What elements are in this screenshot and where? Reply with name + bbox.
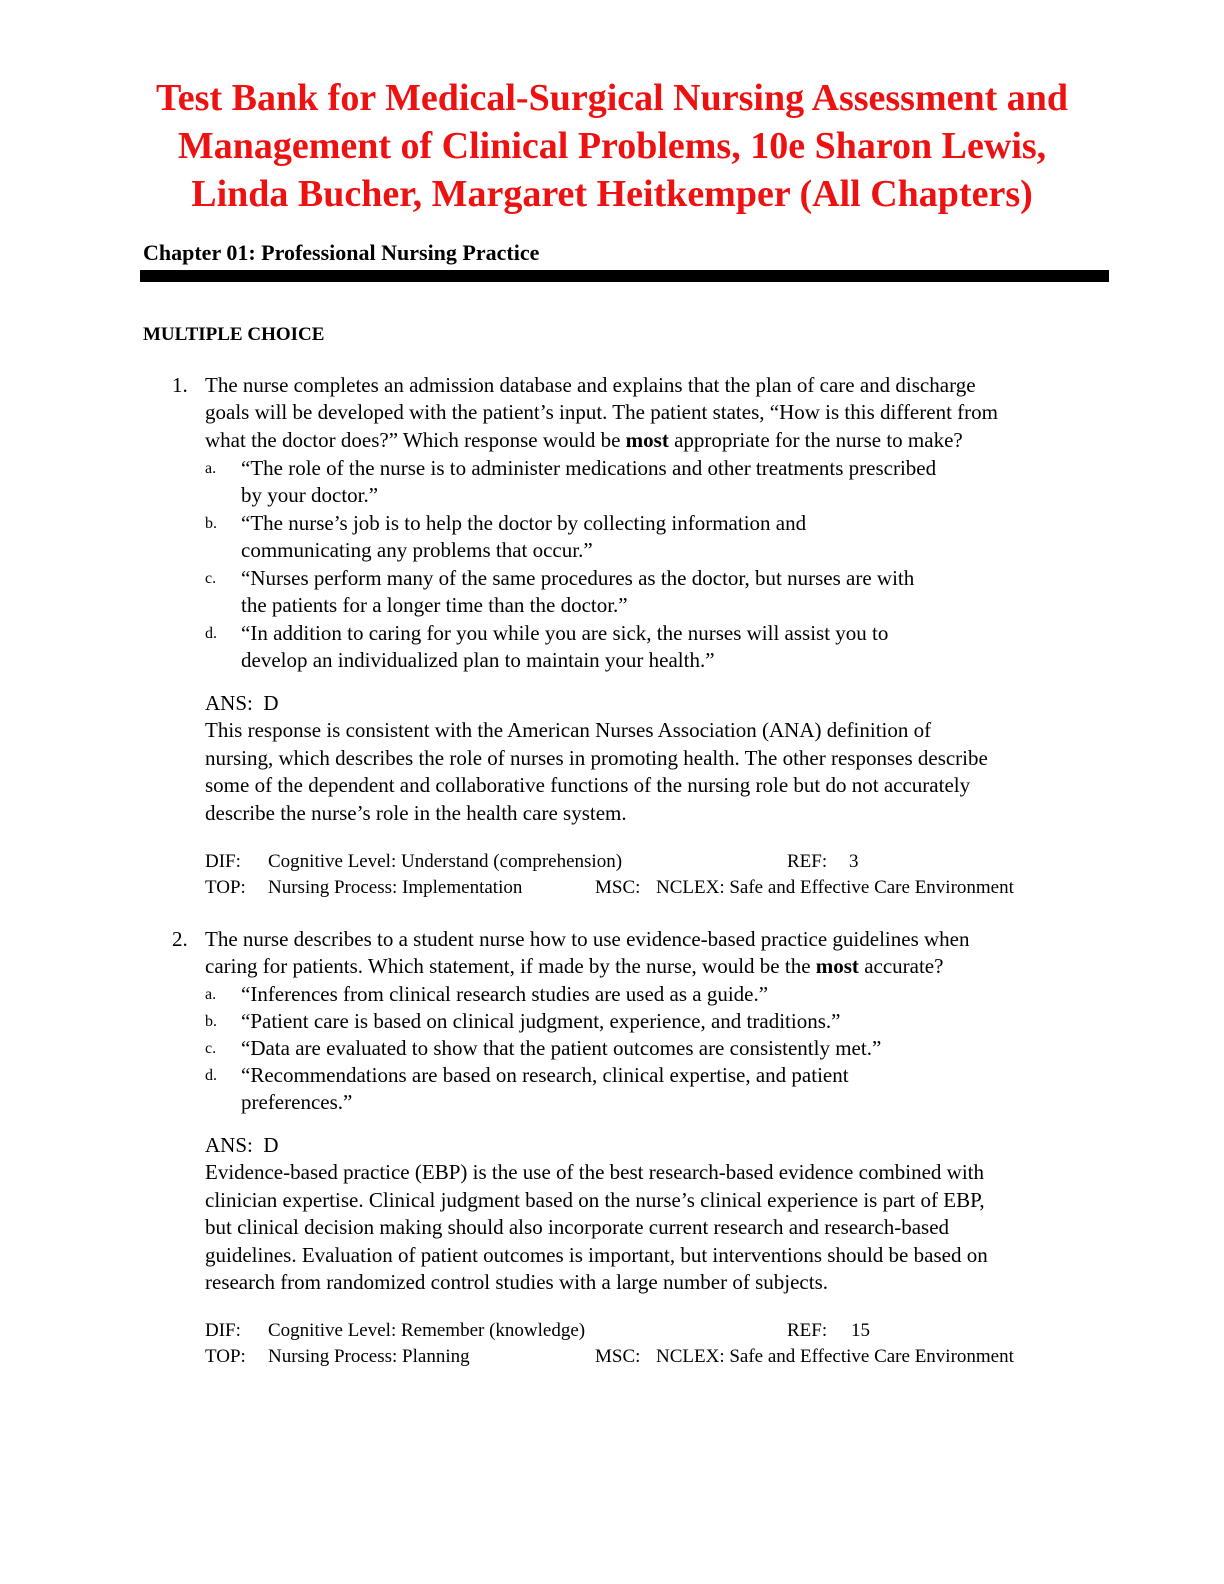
option-line: “Patient care is based on clinical judgment, experience, and traditions.” [241,1009,841,1033]
option-text [241,1008,1061,1035]
stem-line [205,953,1110,980]
answer-label: ANS: [205,1133,253,1157]
top-label: TOP: [205,1346,246,1367]
option-letter: a. [205,986,217,1003]
title-line: Linda Bucher, Margaret Heitkemper (All Chapters) [191,173,1033,215]
msc-value: NCLEX: Safe and Effective Care Environment [656,877,1014,898]
answer-value: D [263,1133,279,1157]
answer-line [205,1132,1110,1159]
option-text [241,1035,1061,1062]
rationale-line: clinician expertise. Clinical judgment based on the nurse’s clinical experience is part of EBP, [205,1187,985,1212]
option-letter: b. [205,515,217,532]
rationale-line: describe the nurse’s role in the health care system. [205,800,627,825]
option-text [241,1062,1061,1117]
msc-label: MSC: [595,1346,641,1367]
title-line: Management of Clinical Problems, 10e Sharon Lewis, [177,125,1047,167]
rationale-line: research from randomized control studies with a large number of subjects. [205,1270,828,1295]
stem-text: caring for patients. Which statement, if made by the nurse, would be the [205,954,816,979]
dif-label: DIF: [205,1320,241,1341]
rationale-line: nursing, which describes the role of nurses in promoting health. The other responses describe [205,745,988,770]
stem-line: The nurse completes an admission database and explains that the plan of care and discharge [205,373,976,397]
option-letter: c. [205,570,217,587]
option-line: develop an individualized plan to maintain your health.” [241,648,715,673]
option-line: “Recommendations are based on research, clinical expertise, and patient [241,1063,849,1087]
top-label: TOP: [205,877,246,898]
answer-block [205,1132,1110,1296]
question-stem [205,372,1110,454]
ref-label: REF: [787,1320,828,1341]
option-text [241,981,1061,1008]
dif-label: DIF: [205,851,241,872]
rationale-line: Evidence-based practice (EBP) is the use of the best research-based evidence combined with [205,1160,985,1185]
stem-text: appropriate for the nurse to make? [668,427,963,452]
answer-line [205,690,1110,717]
stem-line: goals will be developed with the patient’s input. The patient states, “How is this different from [205,400,998,425]
option-letter: d. [205,625,217,642]
stem-text: what the doctor does?” Which response would be [205,427,626,452]
dif-value: Cognitive Level: Understand (comprehension) [268,851,623,872]
question-number: 1. [172,373,188,397]
title-line: Test Bank for Medical-Surgical Nursing Assessment and [155,77,1069,119]
option-letter: d. [205,1067,217,1084]
top-value: Nursing Process: Planning [268,1346,470,1367]
ref-value: 3 [849,851,859,872]
option-letter: b. [205,1013,217,1030]
answer-label: ANS: [205,691,253,715]
question-number: 2. [172,927,188,951]
stem-emphasis: most [625,427,669,452]
option-line: the patients for a longer time than the doctor.” [241,593,628,618]
option-line: “The role of the nurse is to administer medications and other treatments prescribed [241,456,937,480]
ref-label: REF: [787,851,828,872]
ref-value: 15 [851,1320,870,1341]
msc-value: NCLEX: Safe and Effective Care Environment [656,1346,1014,1367]
option-line: “Data are evaluated to show that the patient outcomes are consistently met.” [241,1036,882,1060]
stem-emphasis: most [815,954,859,979]
option-text [241,510,1061,565]
section-heading: MULTIPLE CHOICE [143,324,325,345]
option-line: by your doctor.” [241,483,379,508]
chapter-divider [140,270,1109,282]
rationale-line: but clinical decision making should also incorporate current research and research-based [205,1215,950,1240]
option-line: communicating any problems that occur.” [241,538,593,563]
answer-value: D [263,691,279,715]
stem-text: accurate? [858,954,944,979]
rationale-line: some of the dependent and collaborative functions of the nursing role but do not accurately [205,773,971,798]
option-line: “In addition to caring for you while you are sick, the nurses will assist you to [241,621,889,645]
option-line: preferences.” [241,1090,353,1115]
option-text [241,620,1061,675]
option-line: “Inferences from clinical research studies are used as a guide.” [241,982,769,1006]
stem-line [205,427,1110,454]
chapter-heading: Chapter 01: Professional Nursing Practice [143,240,540,265]
rationale-line: This response is consistent with the American Nurses Association (ANA) definition of [205,718,932,743]
dif-value: Cognitive Level: Remember (knowledge) [268,1320,586,1341]
question-stem [205,926,1110,981]
option-text [241,455,1061,510]
option-line: “The nurse’s job is to help the doctor by collecting information and [241,511,807,535]
rationale-line: guidelines. Evaluation of patient outcomes is important, but interventions should be based on [205,1242,988,1267]
stem-line: The nurse describes to a student nurse how to use evidence-based practice guidelines when [205,927,970,951]
option-text [241,565,1061,620]
option-letter: a. [205,460,217,477]
msc-label: MSC: [595,877,641,898]
option-line: “Nurses perform many of the same procedures as the doctor, but nurses are with [241,566,915,590]
top-value: Nursing Process: Implementation [268,877,523,898]
option-letter: c. [205,1040,217,1057]
answer-block [205,690,1110,827]
document-title [100,74,1124,218]
